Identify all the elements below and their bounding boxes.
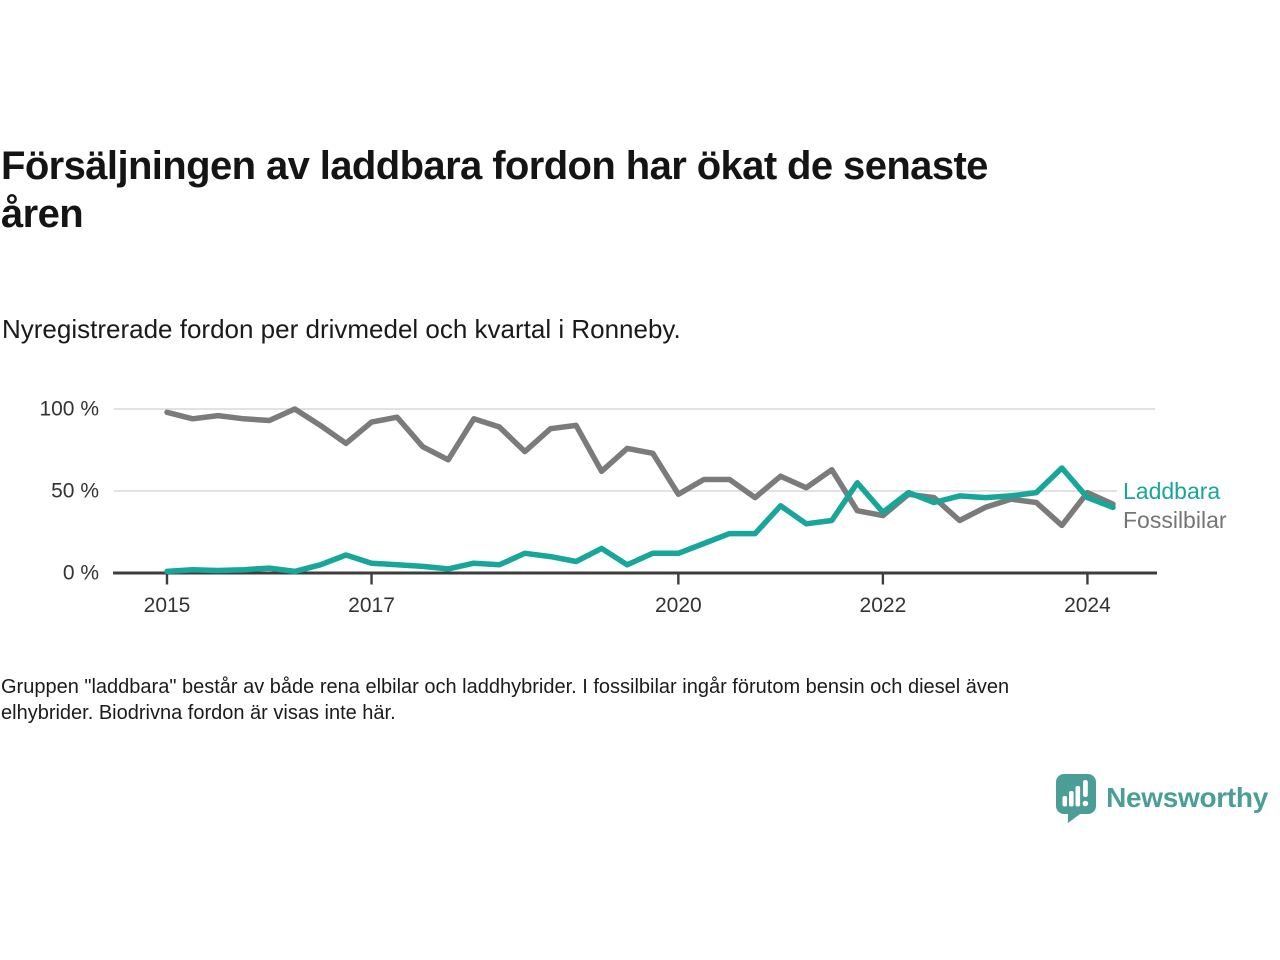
bar-3 bbox=[1076, 786, 1081, 807]
x-tick-label-2022: 2022 bbox=[859, 594, 907, 617]
x-tick-label-2017: 2017 bbox=[348, 594, 395, 617]
title-line-2: åren bbox=[1, 192, 84, 236]
chart-subtitle: Nyregistrerade fordon per drivmedel och kvartal i Ronneby. bbox=[2, 314, 681, 344]
exclamation-bar bbox=[1083, 780, 1088, 797]
x-tick-label-2024: 2024 bbox=[1064, 594, 1111, 617]
newsworthy-speech-bubble-icon bbox=[1055, 773, 1097, 823]
line-chart bbox=[0, 380, 1280, 630]
fossilbilar-line bbox=[167, 409, 1113, 525]
legend-label-fossilbilar: Fossilbilar bbox=[1123, 507, 1227, 533]
y-tick-label-100: 100 % bbox=[39, 397, 99, 421]
newsworthy-logo-text: Newsworthy bbox=[1106, 782, 1268, 813]
footnote-line-1: Gruppen "laddbara" består av både rena elbilar och laddhybrider. I fossilbilar ingår förutom bensin och diesel även bbox=[1, 676, 1010, 698]
title-line-1: Försäljningen av laddbara fordon har ökat de senaste bbox=[1, 144, 988, 188]
y-tick-label-0: 0 % bbox=[62, 561, 99, 585]
bar-1 bbox=[1063, 796, 1068, 807]
newsworthy-logo bbox=[1055, 773, 1268, 823]
laddbara-line bbox=[167, 468, 1113, 571]
footnote-line-2: elhybrider. Biodrivna fordon är visas inte här. bbox=[1, 702, 396, 724]
x-tick-label-2015: 2015 bbox=[143, 594, 191, 617]
y-tick-label-50: 50 % bbox=[51, 479, 99, 503]
chart-area bbox=[0, 380, 1280, 630]
exclamation-dot bbox=[1083, 801, 1089, 807]
chart-footnote bbox=[1, 674, 1241, 726]
x-axis-ticks bbox=[144, 573, 1111, 617]
legend-label-laddbara: Laddbara bbox=[1123, 478, 1221, 504]
page-title bbox=[1, 142, 1231, 238]
x-tick-label-2020: 2020 bbox=[654, 594, 702, 617]
bar-2 bbox=[1069, 791, 1074, 807]
